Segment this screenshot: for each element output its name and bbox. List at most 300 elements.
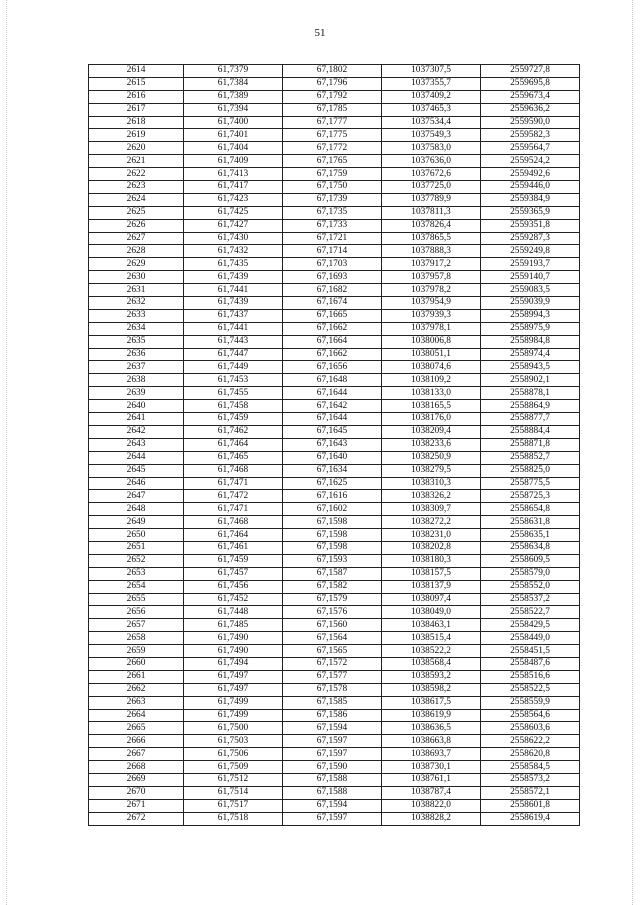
y-coordinate-cell: 2559582,3	[481, 129, 580, 142]
latitude-cell: 61,7417	[184, 181, 283, 194]
y-coordinate-cell: 2558775,5	[481, 477, 580, 490]
point-number-cell: 2623	[89, 181, 184, 194]
x-coordinate-cell: 1038165,5	[382, 400, 481, 413]
latitude-cell: 61,7447	[184, 348, 283, 361]
longitude-cell: 67,1714	[283, 245, 382, 258]
x-coordinate-cell: 1037811,3	[382, 206, 481, 219]
point-number-cell: 2641	[89, 413, 184, 426]
table-row	[89, 670, 580, 683]
latitude-cell: 61,7464	[184, 438, 283, 451]
table-row	[89, 258, 580, 271]
point-number-cell: 2670	[89, 786, 184, 799]
x-coordinate-cell: 1038133,0	[382, 387, 481, 400]
table-row	[89, 361, 580, 374]
latitude-cell: 61,7439	[184, 297, 283, 310]
latitude-cell: 61,7425	[184, 206, 283, 219]
x-coordinate-cell: 1038097,4	[382, 593, 481, 606]
point-number-cell: 2624	[89, 193, 184, 206]
longitude-cell: 67,1642	[283, 400, 382, 413]
y-coordinate-cell: 2558974,4	[481, 348, 580, 361]
table-row	[89, 232, 580, 245]
table-row	[89, 516, 580, 529]
latitude-cell: 61,7394	[184, 103, 283, 116]
table-row	[89, 116, 580, 129]
longitude-cell: 67,1765	[283, 155, 382, 168]
latitude-cell: 61,7494	[184, 657, 283, 670]
x-coordinate-cell: 1038157,5	[382, 567, 481, 580]
y-coordinate-cell: 2558573,2	[481, 773, 580, 786]
table-row	[89, 129, 580, 142]
point-number-cell: 2615	[89, 77, 184, 90]
latitude-cell: 61,7462	[184, 425, 283, 438]
point-number-cell: 2647	[89, 490, 184, 503]
latitude-cell: 61,7455	[184, 387, 283, 400]
table-row	[89, 103, 580, 116]
table-row	[89, 748, 580, 761]
latitude-cell: 61,7427	[184, 219, 283, 232]
latitude-cell: 61,7400	[184, 116, 283, 129]
table-row	[89, 773, 580, 786]
longitude-cell: 67,1598	[283, 516, 382, 529]
point-number-cell: 2628	[89, 245, 184, 258]
point-number-cell: 2637	[89, 361, 184, 374]
table-row	[89, 645, 580, 658]
y-coordinate-cell: 2558878,1	[481, 387, 580, 400]
y-coordinate-cell: 2558902,1	[481, 374, 580, 387]
point-number-cell: 2622	[89, 168, 184, 181]
point-number-cell: 2664	[89, 709, 184, 722]
point-number-cell: 2643	[89, 438, 184, 451]
longitude-cell: 67,1802	[283, 65, 382, 78]
latitude-cell: 61,7401	[184, 129, 283, 142]
table-row	[89, 90, 580, 103]
latitude-cell: 61,7518	[184, 812, 283, 825]
point-number-cell: 2629	[89, 258, 184, 271]
point-number-cell: 2616	[89, 90, 184, 103]
point-number-cell: 2646	[89, 477, 184, 490]
longitude-cell: 67,1750	[283, 181, 382, 194]
latitude-cell: 61,7468	[184, 464, 283, 477]
table-row	[89, 77, 580, 90]
y-coordinate-cell: 2558601,8	[481, 799, 580, 812]
table-row	[89, 284, 580, 297]
left-scan-edge	[6, 0, 7, 905]
table-row	[89, 400, 580, 413]
point-number-cell: 2642	[89, 425, 184, 438]
y-coordinate-cell: 2558522,7	[481, 606, 580, 619]
x-coordinate-cell: 1037888,3	[382, 245, 481, 258]
y-coordinate-cell: 2558877,7	[481, 413, 580, 426]
longitude-cell: 67,1590	[283, 761, 382, 774]
longitude-cell: 67,1579	[283, 593, 382, 606]
longitude-cell: 67,1796	[283, 77, 382, 90]
y-coordinate-cell: 2558634,8	[481, 541, 580, 554]
latitude-cell: 61,7453	[184, 374, 283, 387]
longitude-cell: 67,1577	[283, 670, 382, 683]
point-number-cell: 2636	[89, 348, 184, 361]
table-row	[89, 799, 580, 812]
longitude-cell: 67,1585	[283, 696, 382, 709]
point-number-cell: 2634	[89, 322, 184, 335]
y-coordinate-cell: 2558609,5	[481, 554, 580, 567]
longitude-cell: 67,1594	[283, 799, 382, 812]
x-coordinate-cell: 1037789,9	[382, 193, 481, 206]
y-coordinate-cell: 2558825,0	[481, 464, 580, 477]
y-coordinate-cell: 2558564,6	[481, 709, 580, 722]
point-number-cell: 2659	[89, 645, 184, 658]
x-coordinate-cell: 1038593,2	[382, 670, 481, 683]
x-coordinate-cell: 1037672,6	[382, 168, 481, 181]
point-number-cell: 2621	[89, 155, 184, 168]
point-number-cell: 2632	[89, 297, 184, 310]
y-coordinate-cell: 2558622,2	[481, 735, 580, 748]
latitude-cell: 61,7413	[184, 168, 283, 181]
longitude-cell: 67,1582	[283, 580, 382, 593]
table-row	[89, 322, 580, 335]
table-row	[89, 722, 580, 735]
x-coordinate-cell: 1037957,8	[382, 271, 481, 284]
y-coordinate-cell: 2558620,8	[481, 748, 580, 761]
y-coordinate-cell: 2558429,5	[481, 619, 580, 632]
x-coordinate-cell: 1037355,7	[382, 77, 481, 90]
latitude-cell: 61,7379	[184, 65, 283, 78]
longitude-cell: 67,1664	[283, 335, 382, 348]
point-number-cell: 2660	[89, 657, 184, 670]
longitude-cell: 67,1597	[283, 735, 382, 748]
point-number-cell: 2638	[89, 374, 184, 387]
y-coordinate-cell: 2559365,9	[481, 206, 580, 219]
x-coordinate-cell: 1038176,0	[382, 413, 481, 426]
longitude-cell: 67,1643	[283, 438, 382, 451]
table-row	[89, 490, 580, 503]
table-row	[89, 786, 580, 799]
point-number-cell: 2654	[89, 580, 184, 593]
x-coordinate-cell: 1038137,9	[382, 580, 481, 593]
x-coordinate-cell: 1038617,5	[382, 696, 481, 709]
x-coordinate-cell: 1038326,2	[382, 490, 481, 503]
x-coordinate-cell: 1037465,3	[382, 103, 481, 116]
latitude-cell: 61,7441	[184, 322, 283, 335]
longitude-cell: 67,1656	[283, 361, 382, 374]
x-coordinate-cell: 1038310,3	[382, 477, 481, 490]
x-coordinate-cell: 1038233,6	[382, 438, 481, 451]
table-row	[89, 554, 580, 567]
longitude-cell: 67,1588	[283, 786, 382, 799]
x-coordinate-cell: 1037307,5	[382, 65, 481, 78]
y-coordinate-cell: 2559590,0	[481, 116, 580, 129]
point-number-cell: 2653	[89, 567, 184, 580]
latitude-cell: 61,7432	[184, 245, 283, 258]
longitude-cell: 67,1665	[283, 309, 382, 322]
y-coordinate-cell: 2558984,8	[481, 335, 580, 348]
x-coordinate-cell: 1038250,9	[382, 451, 481, 464]
longitude-cell: 67,1733	[283, 219, 382, 232]
table-row	[89, 541, 580, 554]
x-coordinate-cell: 1038828,2	[382, 812, 481, 825]
latitude-cell: 61,7404	[184, 142, 283, 155]
x-coordinate-cell: 1038822,0	[382, 799, 481, 812]
table-row	[89, 464, 580, 477]
coordinates-table	[88, 64, 580, 826]
latitude-cell: 61,7430	[184, 232, 283, 245]
y-coordinate-cell: 2558994,3	[481, 309, 580, 322]
table-row	[89, 142, 580, 155]
x-coordinate-cell: 1038463,1	[382, 619, 481, 632]
latitude-cell: 61,7485	[184, 619, 283, 632]
y-coordinate-cell: 2559727,8	[481, 65, 580, 78]
longitude-cell: 67,1693	[283, 271, 382, 284]
longitude-cell: 67,1648	[283, 374, 382, 387]
latitude-cell: 61,7468	[184, 516, 283, 529]
table-row	[89, 193, 580, 206]
y-coordinate-cell: 2558871,8	[481, 438, 580, 451]
longitude-cell: 67,1597	[283, 748, 382, 761]
longitude-cell: 67,1739	[283, 193, 382, 206]
y-coordinate-cell: 2558603,6	[481, 722, 580, 735]
y-coordinate-cell: 2558725,3	[481, 490, 580, 503]
point-number-cell: 2665	[89, 722, 184, 735]
table-row	[89, 812, 580, 825]
y-coordinate-cell: 2558559,9	[481, 696, 580, 709]
x-coordinate-cell: 1037549,3	[382, 129, 481, 142]
y-coordinate-cell: 2558884,4	[481, 425, 580, 438]
x-coordinate-cell: 1038787,4	[382, 786, 481, 799]
y-coordinate-cell: 2559492,6	[481, 168, 580, 181]
x-coordinate-cell: 1038598,2	[382, 683, 481, 696]
point-number-cell: 2631	[89, 284, 184, 297]
longitude-cell: 67,1625	[283, 477, 382, 490]
y-coordinate-cell: 2558654,8	[481, 503, 580, 516]
x-coordinate-cell: 1037409,2	[382, 90, 481, 103]
point-number-cell: 2667	[89, 748, 184, 761]
latitude-cell: 61,7471	[184, 503, 283, 516]
longitude-cell: 67,1586	[283, 709, 382, 722]
latitude-cell: 61,7459	[184, 413, 283, 426]
point-number-cell: 2661	[89, 670, 184, 683]
table-row	[89, 438, 580, 451]
y-coordinate-cell: 2558975,9	[481, 322, 580, 335]
latitude-cell: 61,7448	[184, 606, 283, 619]
table-row	[89, 425, 580, 438]
latitude-cell: 61,7464	[184, 529, 283, 542]
table-row	[89, 529, 580, 542]
point-number-cell: 2655	[89, 593, 184, 606]
x-coordinate-cell: 1037636,0	[382, 155, 481, 168]
latitude-cell: 61,7512	[184, 773, 283, 786]
table-row	[89, 297, 580, 310]
point-number-cell: 2644	[89, 451, 184, 464]
longitude-cell: 67,1721	[283, 232, 382, 245]
table-row	[89, 219, 580, 232]
table-row	[89, 335, 580, 348]
y-coordinate-cell: 2559446,0	[481, 181, 580, 194]
table-row	[89, 348, 580, 361]
latitude-cell: 61,7435	[184, 258, 283, 271]
right-scan-edge	[632, 0, 633, 905]
longitude-cell: 67,1644	[283, 413, 382, 426]
longitude-cell: 67,1564	[283, 632, 382, 645]
longitude-cell: 67,1772	[283, 142, 382, 155]
x-coordinate-cell: 1038209,4	[382, 425, 481, 438]
table-row	[89, 155, 580, 168]
y-coordinate-cell: 2558449,0	[481, 632, 580, 645]
y-coordinate-cell: 2558451,5	[481, 645, 580, 658]
point-number-cell: 2672	[89, 812, 184, 825]
point-number-cell: 2668	[89, 761, 184, 774]
table-row	[89, 761, 580, 774]
x-coordinate-cell: 1037534,4	[382, 116, 481, 129]
x-coordinate-cell: 1038006,8	[382, 335, 481, 348]
table-row	[89, 593, 580, 606]
y-coordinate-cell: 2559140,7	[481, 271, 580, 284]
y-coordinate-cell: 2558516,6	[481, 670, 580, 683]
longitude-cell: 67,1662	[283, 348, 382, 361]
x-coordinate-cell: 1038180,3	[382, 554, 481, 567]
y-coordinate-cell: 2559351,8	[481, 219, 580, 232]
y-coordinate-cell: 2559193,7	[481, 258, 580, 271]
table-row	[89, 451, 580, 464]
table-row	[89, 683, 580, 696]
table-row	[89, 271, 580, 284]
point-number-cell: 2617	[89, 103, 184, 116]
latitude-cell: 61,7449	[184, 361, 283, 374]
x-coordinate-cell: 1038730,1	[382, 761, 481, 774]
table-row	[89, 709, 580, 722]
y-coordinate-cell: 2558522,5	[481, 683, 580, 696]
longitude-cell: 67,1662	[283, 322, 382, 335]
latitude-cell: 61,7497	[184, 683, 283, 696]
y-coordinate-cell: 2558572,1	[481, 786, 580, 799]
longitude-cell: 67,1703	[283, 258, 382, 271]
latitude-cell: 61,7472	[184, 490, 283, 503]
point-number-cell: 2651	[89, 541, 184, 554]
point-number-cell: 2657	[89, 619, 184, 632]
longitude-cell: 67,1640	[283, 451, 382, 464]
longitude-cell: 67,1597	[283, 812, 382, 825]
latitude-cell: 61,7439	[184, 271, 283, 284]
x-coordinate-cell: 1038202,8	[382, 541, 481, 554]
table-row	[89, 181, 580, 194]
table-row	[89, 696, 580, 709]
longitude-cell: 67,1598	[283, 529, 382, 542]
latitude-cell: 61,7458	[184, 400, 283, 413]
y-coordinate-cell: 2559249,8	[481, 245, 580, 258]
x-coordinate-cell: 1037725,0	[382, 181, 481, 194]
point-number-cell: 2645	[89, 464, 184, 477]
latitude-cell: 61,7409	[184, 155, 283, 168]
x-coordinate-cell: 1037978,2	[382, 284, 481, 297]
point-number-cell: 2656	[89, 606, 184, 619]
x-coordinate-cell: 1038636,5	[382, 722, 481, 735]
y-coordinate-cell: 2559673,4	[481, 90, 580, 103]
table-row	[89, 168, 580, 181]
point-number-cell: 2627	[89, 232, 184, 245]
longitude-cell: 67,1602	[283, 503, 382, 516]
longitude-cell: 67,1565	[283, 645, 382, 658]
latitude-cell: 61,7490	[184, 632, 283, 645]
y-coordinate-cell: 2558537,2	[481, 593, 580, 606]
y-coordinate-cell: 2558584,5	[481, 761, 580, 774]
x-coordinate-cell: 1038619,9	[382, 709, 481, 722]
latitude-cell: 61,7497	[184, 670, 283, 683]
y-coordinate-cell: 2559564,7	[481, 142, 580, 155]
y-coordinate-cell: 2559695,8	[481, 77, 580, 90]
point-number-cell: 2625	[89, 206, 184, 219]
point-number-cell: 2633	[89, 309, 184, 322]
table-row	[89, 503, 580, 516]
table-row	[89, 206, 580, 219]
longitude-cell: 67,1560	[283, 619, 382, 632]
longitude-cell: 67,1616	[283, 490, 382, 503]
x-coordinate-cell: 1037917,2	[382, 258, 481, 271]
point-number-cell: 2658	[89, 632, 184, 645]
x-coordinate-cell: 1037583,0	[382, 142, 481, 155]
x-coordinate-cell: 1038272,2	[382, 516, 481, 529]
table-row	[89, 477, 580, 490]
longitude-cell: 67,1792	[283, 90, 382, 103]
x-coordinate-cell: 1038568,4	[382, 657, 481, 670]
x-coordinate-cell: 1037954,9	[382, 297, 481, 310]
point-number-cell: 2669	[89, 773, 184, 786]
longitude-cell: 67,1588	[283, 773, 382, 786]
y-coordinate-cell: 2558487,6	[481, 657, 580, 670]
longitude-cell: 67,1593	[283, 554, 382, 567]
x-coordinate-cell: 1037826,4	[382, 219, 481, 232]
point-number-cell: 2639	[89, 387, 184, 400]
latitude-cell: 61,7441	[184, 284, 283, 297]
latitude-cell: 61,7443	[184, 335, 283, 348]
longitude-cell: 67,1634	[283, 464, 382, 477]
latitude-cell: 61,7465	[184, 451, 283, 464]
table-row	[89, 309, 580, 322]
y-coordinate-cell: 2558852,7	[481, 451, 580, 464]
x-coordinate-cell: 1038522,2	[382, 645, 481, 658]
latitude-cell: 61,7389	[184, 90, 283, 103]
longitude-cell: 67,1645	[283, 425, 382, 438]
page-number: 51	[314, 27, 326, 39]
longitude-cell: 67,1735	[283, 206, 382, 219]
point-number-cell: 2649	[89, 516, 184, 529]
table-row	[89, 245, 580, 258]
table-row	[89, 567, 580, 580]
latitude-cell: 61,7452	[184, 593, 283, 606]
y-coordinate-cell: 2558631,8	[481, 516, 580, 529]
x-coordinate-cell: 1038231,0	[382, 529, 481, 542]
longitude-cell: 67,1576	[283, 606, 382, 619]
longitude-cell: 67,1785	[283, 103, 382, 116]
table-row	[89, 413, 580, 426]
x-coordinate-cell: 1038049,0	[382, 606, 481, 619]
y-coordinate-cell: 2559524,2	[481, 155, 580, 168]
latitude-cell: 61,7517	[184, 799, 283, 812]
coordinates-table-body	[89, 65, 580, 826]
latitude-cell: 61,7423	[184, 193, 283, 206]
latitude-cell: 61,7499	[184, 696, 283, 709]
point-number-cell: 2666	[89, 735, 184, 748]
y-coordinate-cell: 2558635,1	[481, 529, 580, 542]
latitude-cell: 61,7514	[184, 786, 283, 799]
longitude-cell: 67,1775	[283, 129, 382, 142]
longitude-cell: 67,1759	[283, 168, 382, 181]
table-row	[89, 735, 580, 748]
latitude-cell: 61,7500	[184, 722, 283, 735]
longitude-cell: 67,1594	[283, 722, 382, 735]
y-coordinate-cell: 2559384,9	[481, 193, 580, 206]
point-number-cell: 2635	[89, 335, 184, 348]
x-coordinate-cell: 1037865,5	[382, 232, 481, 245]
longitude-cell: 67,1674	[283, 297, 382, 310]
latitude-cell: 61,7471	[184, 477, 283, 490]
